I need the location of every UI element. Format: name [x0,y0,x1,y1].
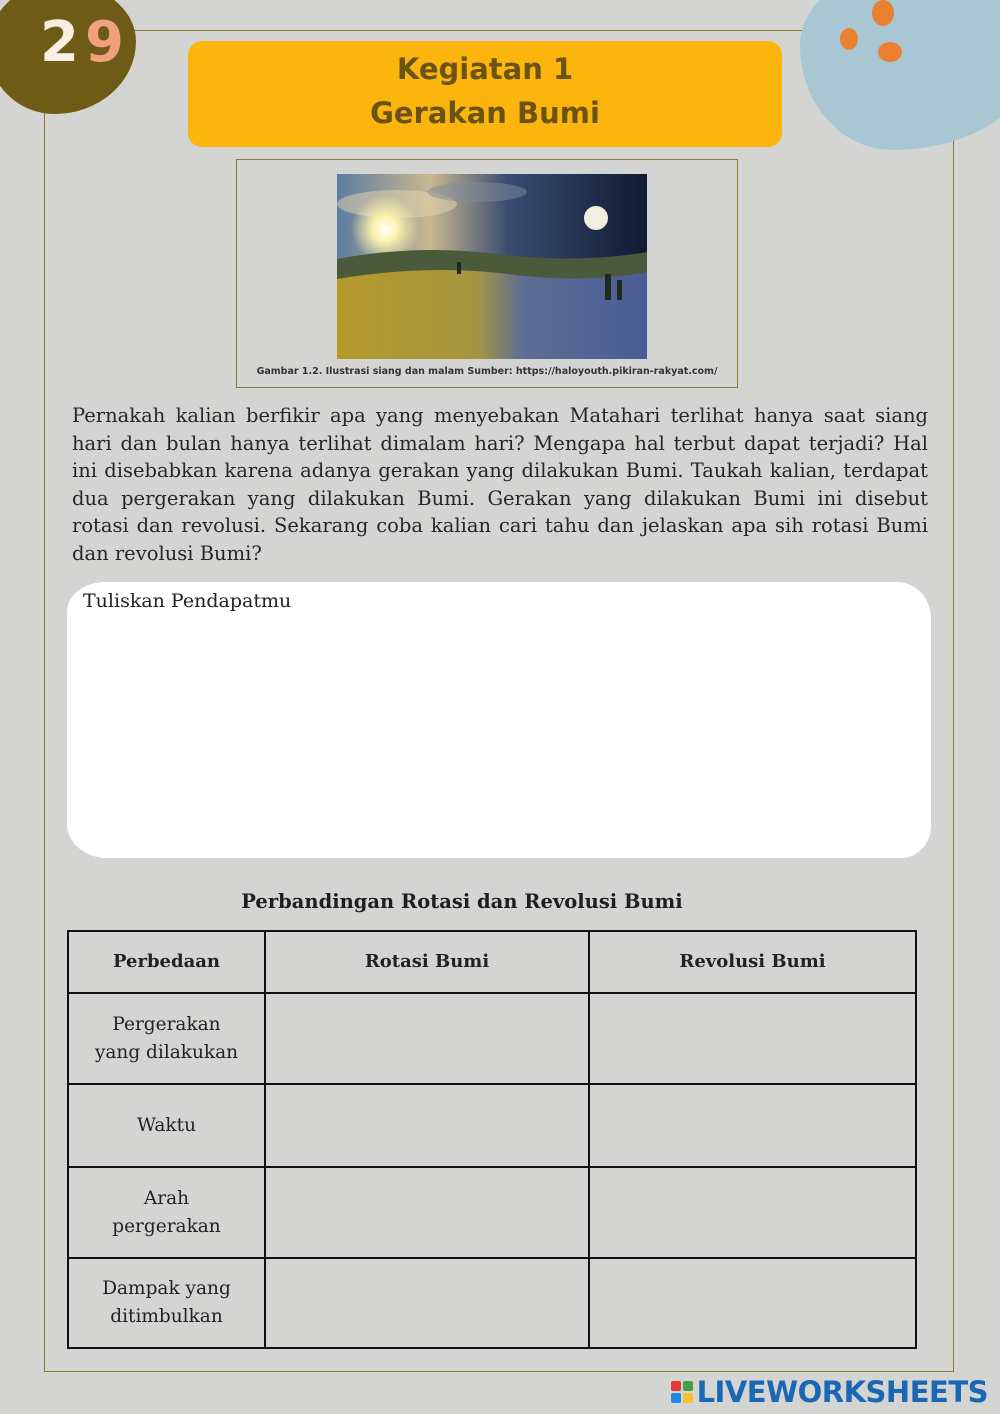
table-row [68,1258,916,1348]
revolusi-answer-cell[interactable] [589,1258,916,1348]
answer-input[interactable] [83,590,913,848]
page-number-first: 2 [40,10,85,75]
column-header-perbedaan: Perbedaan [68,931,265,993]
table-header-row [68,931,916,993]
figure-caption: Gambar 1.2. Ilustrasi siang dan malam Sumber: https://haloyouth.pikiran-rakyat.com/ [256,366,718,377]
table-row [68,1167,916,1258]
column-header-revolusi: Revolusi Bumi [589,931,916,993]
table-row [68,1084,916,1167]
row-label [68,1084,265,1167]
revolusi-answer-cell[interactable] [589,993,916,1084]
row-label [68,1167,265,1258]
row-label-line: pergerakan [112,1215,221,1237]
row-label [68,993,265,1084]
liveworksheets-brand [671,1372,988,1412]
brand-text: LIVEWORKSHEETS [696,1375,988,1409]
rotasi-answer-input[interactable] [278,1013,576,1055]
day-night-image [337,174,647,359]
page-number [40,10,160,90]
activity-subtitle: Gerakan Bumi [370,96,600,130]
row-label-line: Pergerakan [112,1013,221,1035]
row-label-line: Waktu [137,1114,196,1136]
rotasi-answer-input[interactable] [278,1100,576,1142]
revolusi-answer-input[interactable] [602,1100,903,1142]
column-header-rotasi: Rotasi Bumi [265,931,589,993]
rotasi-answer-cell[interactable] [265,1258,589,1348]
comparison-table [67,930,917,1349]
decorative-dot [840,28,858,50]
rotasi-answer-cell[interactable] [265,1167,589,1258]
table-row [68,993,916,1084]
revolusi-answer-input[interactable] [602,1278,903,1320]
rotasi-answer-input[interactable] [278,1187,576,1229]
figure-box [236,159,738,388]
row-label [68,1258,265,1348]
intro-paragraph: Pernakah kalian berfikir apa yang menyebakan Matahari terlihat hanya saat siang hari dan bulan hanya terlihat dimalam hari? Mengapa hal terbut dapat terjadi? Hal ini disebabkan karena adanya gerakan yang dilakukan Bumi. Taukah kalian, terdapat dua pergerakan yang dilakukan Bumi. Gerakan yang dilakukan Bumi ini disebut rotasi dan revolusi. Sekarang coba kalian cari tahu dan jelaskan apa sih rotasi Bumi dan revolusi Bumi? [72,404,928,565]
activity-title-box [188,41,782,147]
row-label-line: Dampak yang [102,1278,231,1299]
revolusi-answer-input[interactable] [602,1013,903,1055]
day-night-illustration [337,174,647,359]
page-number-second: 9 [84,10,130,75]
activity-title: Kegiatan 1 [396,52,574,86]
table-title: Perbandingan Rotasi dan Revolusi Bumi [241,890,683,913]
decorative-dot [872,0,894,26]
rotasi-answer-input[interactable] [278,1278,576,1320]
rotasi-answer-cell[interactable] [265,993,589,1084]
decorative-dot [878,42,902,62]
liveworksheets-logo-icon [671,1381,693,1403]
revolusi-answer-cell[interactable] [589,1167,916,1258]
revolusi-answer-cell[interactable] [589,1084,916,1167]
row-label-line: yang dilakukan [94,1041,239,1063]
rotasi-answer-cell[interactable] [265,1084,589,1167]
revolusi-answer-input[interactable] [602,1187,903,1229]
row-label-line: Arah [143,1187,190,1209]
row-label-line: ditimbulkan [110,1306,223,1327]
answer-box [67,582,931,858]
